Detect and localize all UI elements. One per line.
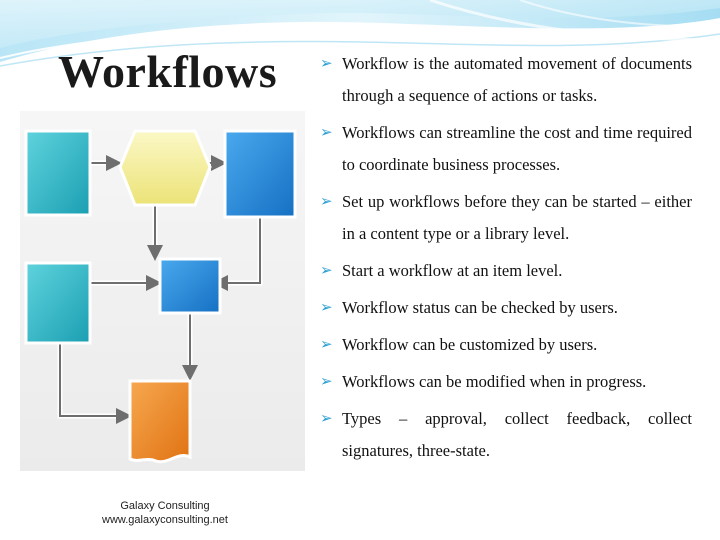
arrow-bullet-icon: ➢ <box>320 300 333 316</box>
footer-url: www.galaxyconsulting.net <box>102 514 228 526</box>
teal-box-icon <box>26 131 90 215</box>
arrow-bullet-icon: ➢ <box>320 56 333 72</box>
workflow-diagram <box>20 111 305 471</box>
yellow-hexagon-icon <box>120 131 210 205</box>
bullet-item: ➢ Workflows can streamline the cost and time required to coordinate business processes. <box>320 117 692 181</box>
footer-credit <box>90 499 240 527</box>
blue-box-icon <box>160 259 220 313</box>
bullet-list <box>320 48 692 472</box>
arrow-bullet-icon: ➢ <box>320 411 333 427</box>
bullet-item: ➢ Workflow status can be checked by users. <box>320 292 692 324</box>
bullet-item: ➢ Set up workflows before they can be started – either in a content type or a library level. <box>320 186 692 250</box>
bullet-item: ➢ Workflow can be customized by users. <box>320 329 692 361</box>
arrow-bullet-icon: ➢ <box>320 337 333 353</box>
slide-title: Workflows <box>58 46 278 97</box>
arrow-bullet-icon: ➢ <box>320 125 333 141</box>
bullet-item: ➢ Workflows can be modified when in progress. <box>320 366 692 398</box>
footer-company: Galaxy Consulting <box>120 500 210 512</box>
arrow-bullet-icon: ➢ <box>320 374 333 390</box>
bullet-item: ➢ Start a workflow at an item level. <box>320 255 692 287</box>
bullet-item: ➢ Types – approval, collect feedback, collect signatures, three-state. <box>320 403 692 467</box>
teal-box-icon <box>26 263 90 343</box>
blue-box-icon <box>225 131 295 217</box>
orange-document-icon <box>130 381 190 462</box>
bullet-item: ➢ Workflow is the automated movement of documents through a sequence of actions or tasks. <box>320 48 692 112</box>
arrow-bullet-icon: ➢ <box>320 194 333 210</box>
arrow-bullet-icon: ➢ <box>320 263 333 279</box>
